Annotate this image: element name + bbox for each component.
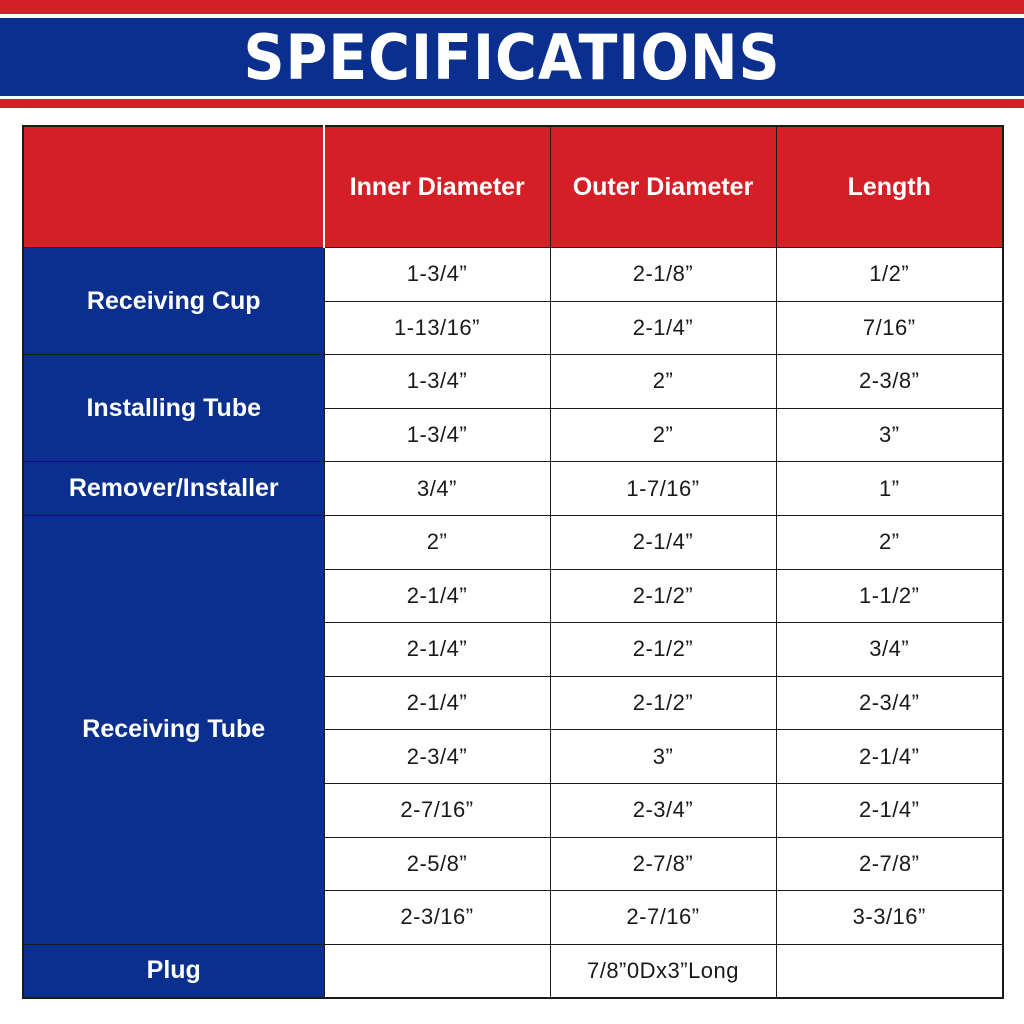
banner-top-stripe: [0, 0, 1024, 14]
cell-length: 7/16”: [776, 301, 1003, 355]
cell-length: [776, 944, 1003, 998]
cell-length: 2”: [776, 515, 1003, 569]
table-row: [23, 462, 1003, 516]
cell-outer-diameter: 7/8”0Dx3”Long: [550, 944, 776, 998]
cell-outer-diameter: 2-1/8”: [550, 248, 776, 302]
row-category-label: Remover/Installer: [23, 462, 324, 516]
cell-inner-diameter: 2-1/4”: [324, 569, 550, 623]
page-title: SPECIFICATIONS: [243, 20, 781, 94]
cell-length: 1”: [776, 462, 1003, 516]
cell-inner-diameter: [324, 944, 550, 998]
cell-length: 3-3/16”: [776, 891, 1003, 945]
cell-inner-diameter: 3/4”: [324, 462, 550, 516]
cell-inner-diameter: 2-1/4”: [324, 623, 550, 677]
cell-outer-diameter: 2-7/16”: [550, 891, 776, 945]
header-length: Length: [776, 126, 1003, 248]
banner-bottom-stripe: [0, 99, 1024, 108]
cell-length: 2-3/8”: [776, 355, 1003, 409]
cell-length: 1/2”: [776, 248, 1003, 302]
cell-length: 3/4”: [776, 623, 1003, 677]
cell-length: 2-1/4”: [776, 783, 1003, 837]
header-outer-diameter: Outer Diameter: [550, 126, 776, 248]
cell-outer-diameter: 2-1/4”: [550, 301, 776, 355]
header-corner: [23, 126, 324, 248]
row-category-label: Receiving Tube: [23, 515, 324, 944]
cell-outer-diameter: 2-7/8”: [550, 837, 776, 891]
cell-outer-diameter: 2-1/2”: [550, 676, 776, 730]
header-inner-diameter: Inner Diameter: [324, 126, 550, 248]
header-row: [23, 126, 1003, 248]
cell-outer-diameter: 1-7/16”: [550, 462, 776, 516]
cell-inner-diameter: 1-3/4”: [324, 408, 550, 462]
cell-length: 1-1/2”: [776, 569, 1003, 623]
table-row: [23, 515, 1003, 569]
cell-length: 2-7/8”: [776, 837, 1003, 891]
cell-inner-diameter: 2-3/16”: [324, 891, 550, 945]
cell-inner-diameter: 1-3/4”: [324, 248, 550, 302]
cell-outer-diameter: 2”: [550, 408, 776, 462]
specifications-table: [22, 125, 1004, 999]
cell-outer-diameter: 2”: [550, 355, 776, 409]
row-category-label: Installing Tube: [23, 355, 324, 462]
cell-outer-diameter: 2-1/2”: [550, 569, 776, 623]
table-row: [23, 248, 1003, 302]
row-category-label: Receiving Cup: [23, 248, 324, 355]
row-category-label: Plug: [23, 944, 324, 998]
table-row: [23, 355, 1003, 409]
cell-inner-diameter: 2-1/4”: [324, 676, 550, 730]
cell-inner-diameter: 1-3/4”: [324, 355, 550, 409]
cell-inner-diameter: 2”: [324, 515, 550, 569]
cell-inner-diameter: 2-5/8”: [324, 837, 550, 891]
table-row: [23, 944, 1003, 998]
cell-outer-diameter: 3”: [550, 730, 776, 784]
cell-length: 2-3/4”: [776, 676, 1003, 730]
cell-length: 3”: [776, 408, 1003, 462]
cell-outer-diameter: 2-1/4”: [550, 515, 776, 569]
cell-inner-diameter: 1-13/16”: [324, 301, 550, 355]
cell-inner-diameter: 2-3/4”: [324, 730, 550, 784]
table-body: [23, 248, 1003, 998]
cell-outer-diameter: 2-3/4”: [550, 783, 776, 837]
cell-outer-diameter: 2-1/2”: [550, 623, 776, 677]
cell-length: 2-1/4”: [776, 730, 1003, 784]
cell-inner-diameter: 2-7/16”: [324, 783, 550, 837]
